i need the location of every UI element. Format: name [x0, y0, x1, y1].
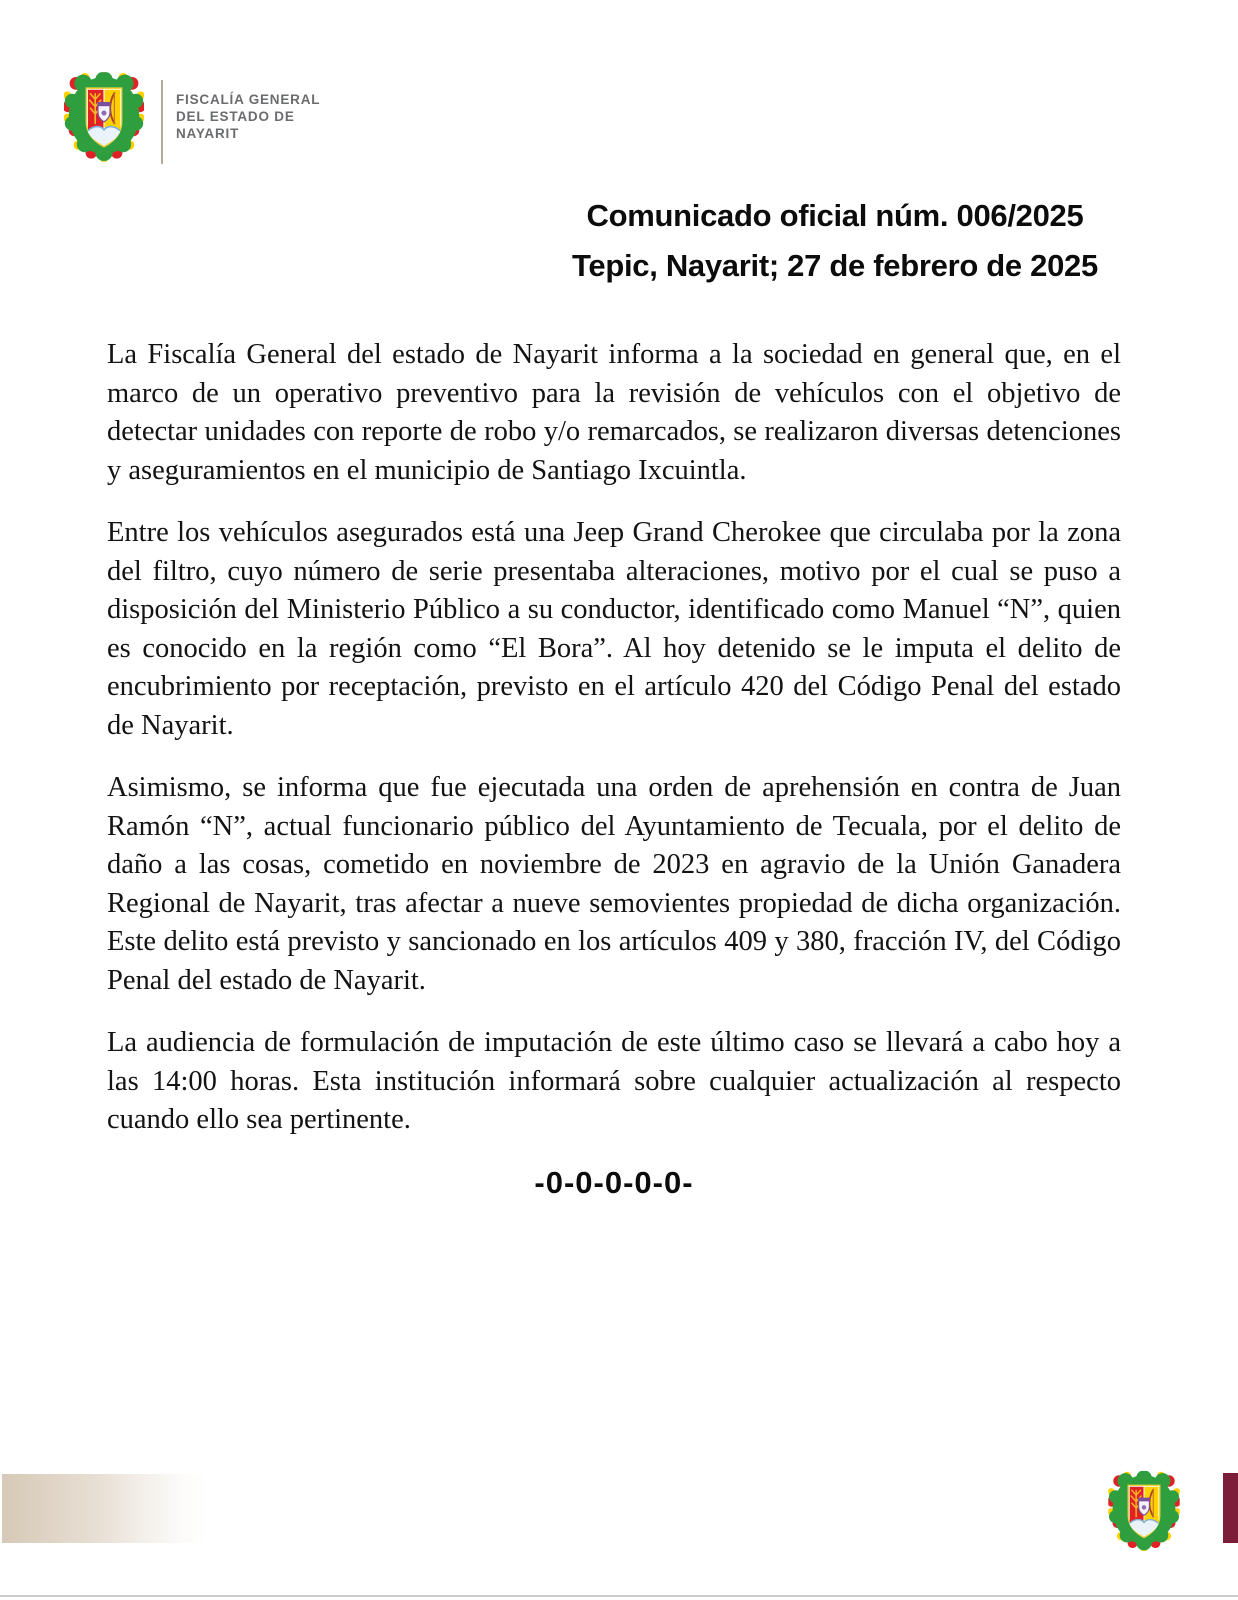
communique-body [107, 336, 1121, 1202]
title-block [540, 191, 1130, 291]
header-separator [161, 80, 163, 164]
footer-gradient-bar [2, 1474, 207, 1543]
org-name-line-3: NAYARIT [176, 126, 240, 141]
body-paragraph: Entre los vehículos asegurados está una Jeep Grand Cherokee que circulaba por la zona del filtro, cuyo número de serie presentaba alteraciones, motivo por el cual se puso a disposición del Ministerio Público a su conductor, identificado como Manuel “N”, quien es conocido en la región como “El Bora”. Al hoy detenido se le imputa el delito de encubrimiento por receptación, previsto en el artículo 420 del Código Penal del estado de Nayarit. [107, 517, 1121, 741]
communique-title: Comunicado oficial núm. 006/2025 [586, 198, 1084, 233]
nayarit-coat-of-arms-icon [64, 72, 144, 162]
body-paragraph: La audiencia de formulación de imputación de este último caso se llevará a cabo hoy a las 14:00 horas. Esta institución informará sobre cualquier actualización al respecto cuando ello sea pertinente. [107, 1027, 1121, 1135]
nayarit-coat-of-arms-icon-footer [1105, 1471, 1183, 1551]
org-name-line-2: DEL ESTADO DE [176, 109, 295, 124]
page-bottom-edge [0, 1595, 1238, 1597]
communique-dateline: Tepic, Nayarit; 27 de febrero de 2025 [572, 248, 1098, 283]
body-paragraph: La Fiscalía General del estado de Nayarit informa a la sociedad en general que, en el marco de un operativo preventivo para la revisión de vehículos con el objetivo de detectar unidades con reporte de robo y/o remarcados, se realizaron diversas detenciones y aseguramientos en el municipio de Santiago Ixcuintla. [107, 339, 1121, 486]
body-paragraph: Asimismo, se informa que fue ejecutada una orden de aprehensión en contra de Juan Ramón “N”, actual funcionario público del Ayuntamiento de Tecuala, por el delito de daño a las cosas, cometido en noviembre de 2023 en agravio de la Unión Ganadera Regional de Nayarit, tras afectar a nueve semovientes propiedad de dicha organización. Este delito está previsto y sancionado en los artículos 409 y 380, fracción IV, del Código Penal del estado de Nayarit. [107, 772, 1121, 996]
accent-bar [1223, 1473, 1238, 1543]
org-name-line-1: FISCALÍA GENERAL [176, 92, 321, 107]
closing-mark: -0-0-0-0-0- [534, 1164, 694, 1200]
org-name [176, 91, 320, 142]
